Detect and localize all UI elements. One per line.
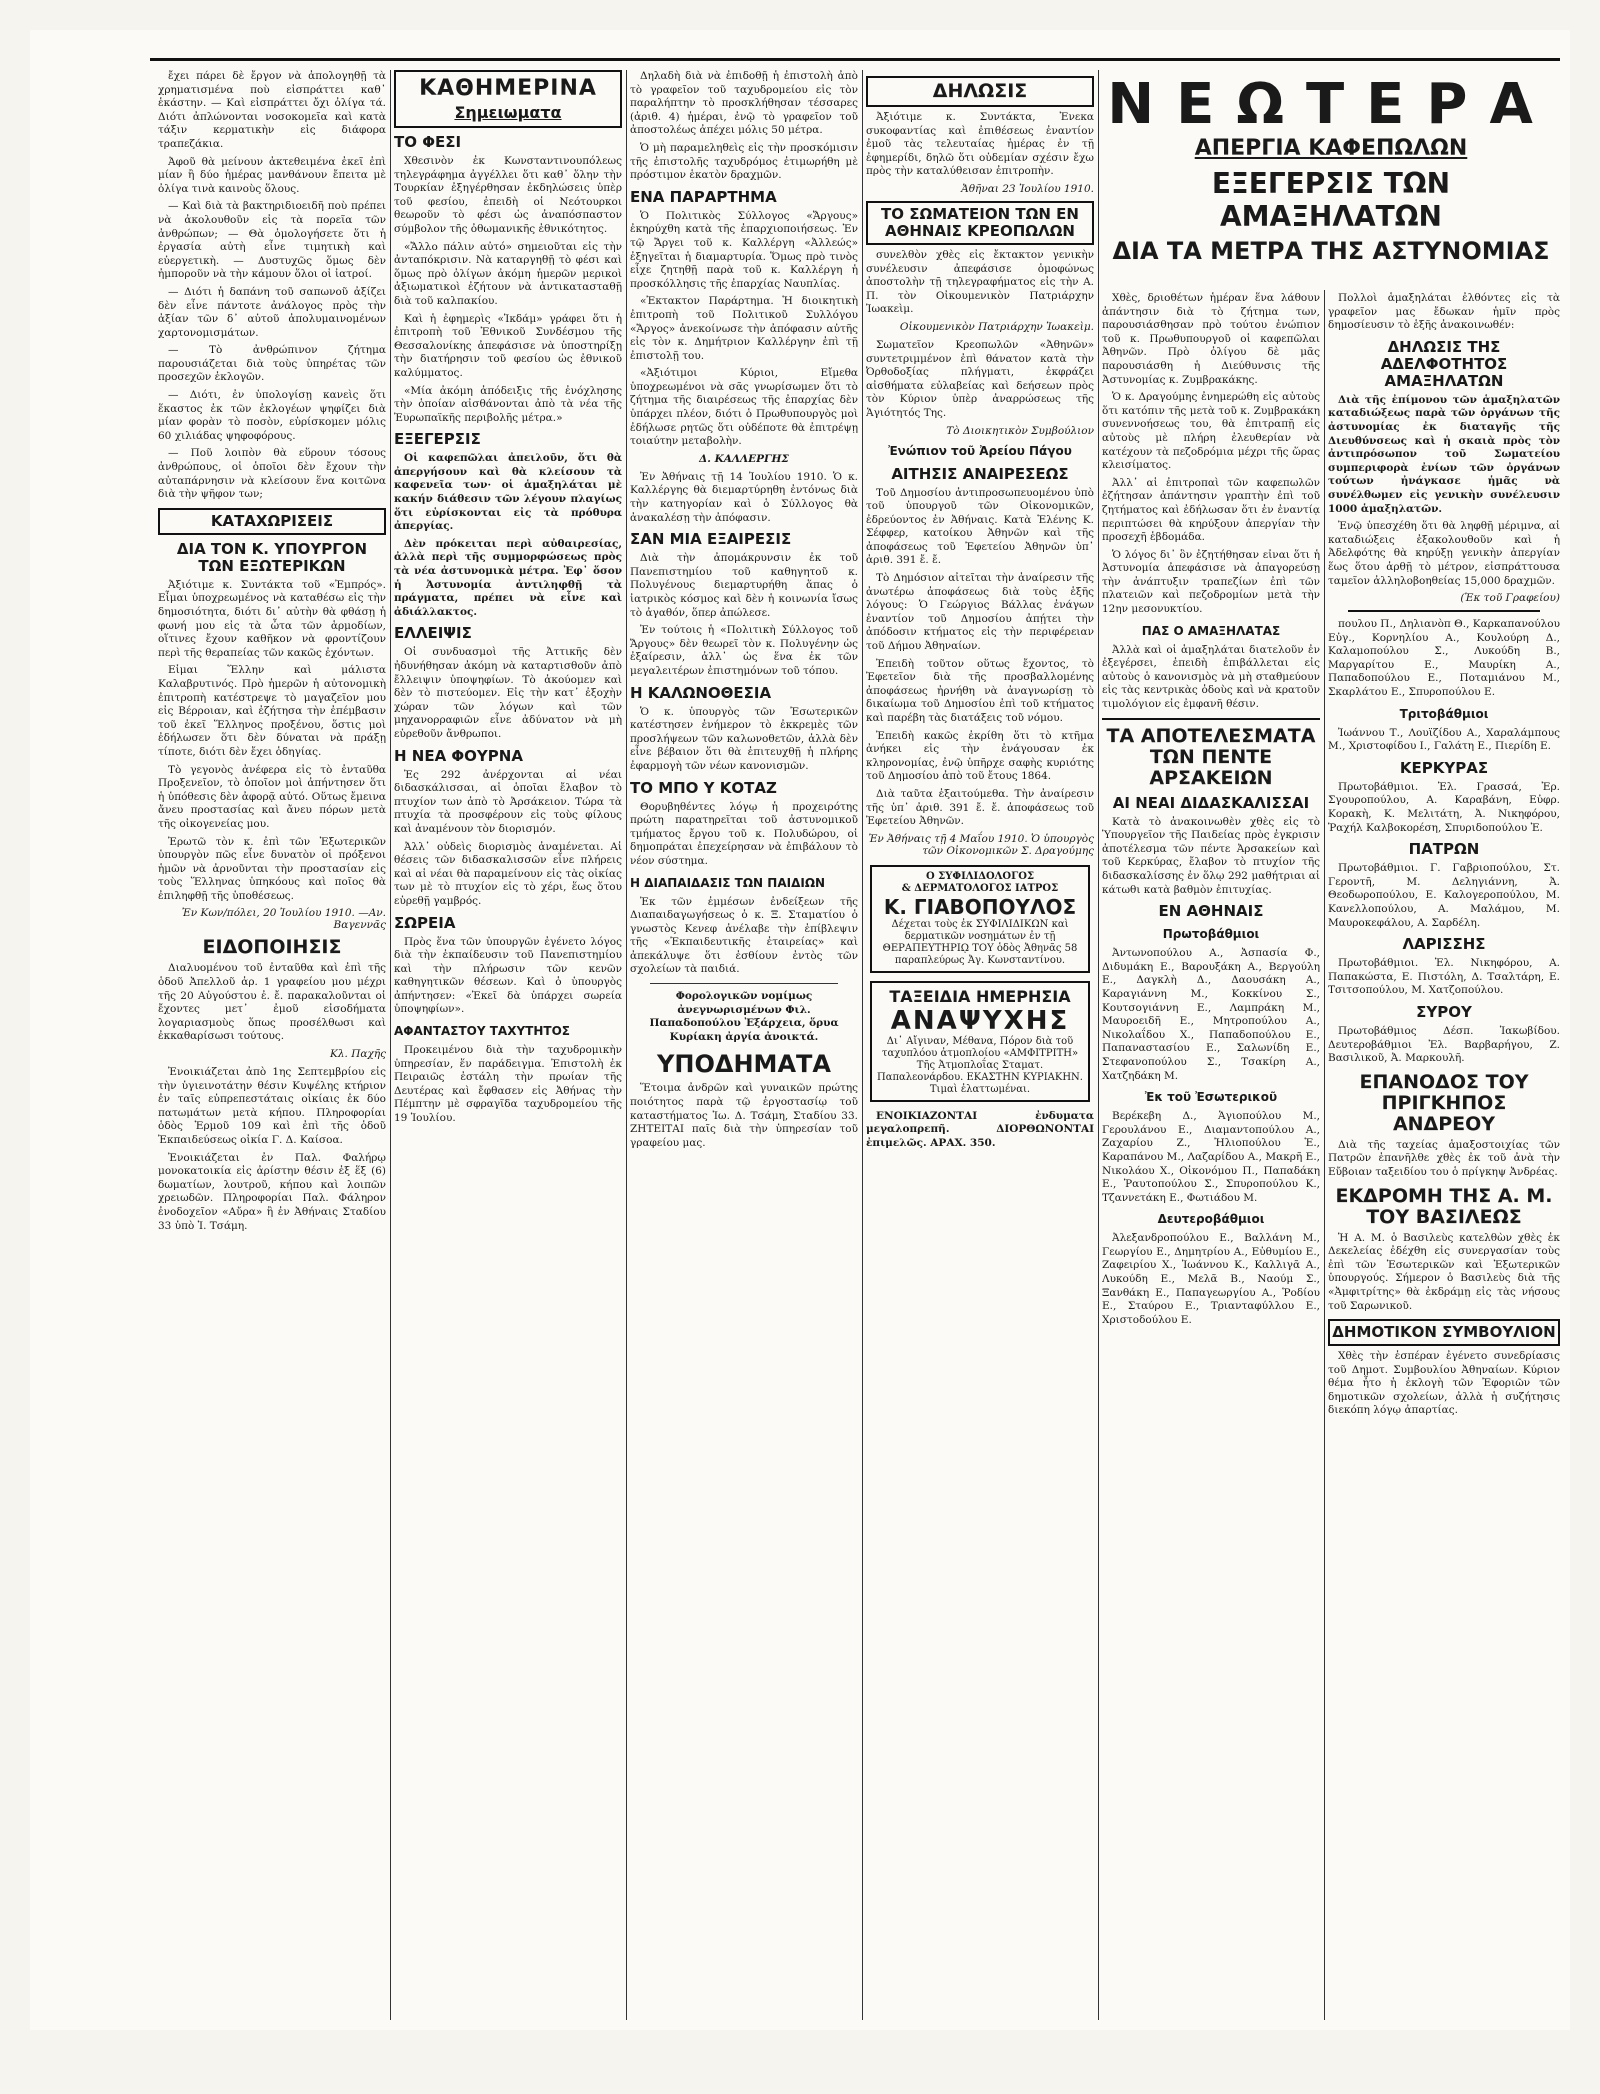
simeiomata-title: Σημειωματα: [454, 103, 562, 122]
column-rule: [390, 70, 391, 2020]
paragraph: — Ποῦ λοιπὸν θὰ εὕρουν τόσους ἀνθρώπους, οἱ ὁποῖοι δὲν ἔχουν τὴν αὐταπάρνησιν νὰ κλείσουν ἕνα κοιτῶνα διὰ τὴν ψῆφον των;: [158, 447, 386, 501]
advert-text: Δι᾽ Αἴγιναν, Μέθανα, Πόρον διὰ τοῦ ταχυπλόου ἀτμοπλοίου «ΑΜΦΙΤΡΙΤΗ» Τῆς Ἀτμοπλοΐας Σταματ. Παπαλεονάρδου. ΕΚΑΣΤΗΝ ΚΥΡΙΑΚΗΝ. Τιμαὶ ἐλαττωμέναι.: [876, 1035, 1083, 1095]
paragraph: Ἐν Ἀθήναις τῇ 14 Ἰουλίου 1910. Ὁ κ. Καλλέργης θὰ διεμαρτύρηθη ἐντόνως διὰ τὴν κατηγορίαν καὶ ὁ Σύλλογος θὰ ἀνακαλέσῃ τὴν ἀπόφασιν.: [630, 470, 858, 524]
column-rule: [626, 70, 627, 2020]
paragraph: Τοῦ Δημοσίου ἀντιπροσωπευομένου ὑπὸ τοῦ ὑπουργοῦ τῶν Οἰκονομικῶν, ἐδρεύοντος ἐν Ἀθήναις. Κατὰ Ἑλένης Κ. Σέφφερ, κατοίκου Ἀθηνῶν καὶ τῆς ἀποφάσεως τοῦ Ἐφετείου Ἀθηνῶν ὑπ᾽ ἀριθ. 391 ἔ. ἔ.: [866, 486, 1094, 567]
advert-line: Ο ΣΥΦΙΛΙΔΟΛΟΓΟΣ: [925, 870, 1035, 882]
paragraph: Ἐνοικιάζεται ἀπὸ 1ης Σεπτεμβρίου εἰς τὴν ὑγιεινοτάτην θέσιν Κυψέλης κτήριον ἐν ταῖς εὐπρεπεστάταις οἰκίαις ἐκ δύο πατωμάτων μετὰ κήπου. Πληροφορίαι ὁδὸς Ἑρμοῦ 109 καὶ ἐπὶ τῆς ὁδοῦ Ἐκπαιδεύσεως οἰκία Γ. Δ. Καίσοα.: [158, 1066, 386, 1146]
paragraph: Πρωτοβάθμιοι. Ἐλ. Γρασσά, Ἐρ. Σγουροπούλου, Α. Καραβάνη, Εὐφρ. Κορακὴ, Κ. Μελιτάτη, Ἀ. Νικηφόρου, Ῥαχήλ Καλβοκορέση, Σπυριδοπούλου Ἐ.: [1328, 780, 1560, 834]
signature: Οἰκουμενικὸν Πατριάρχην Ἰωακεὶμ.: [899, 320, 1094, 333]
signature: Ἀθῆναι 23 Ἰουλίου 1910.: [961, 182, 1094, 195]
heading-athinais: ΕΝ ΑΘΗΝΑΙΣ: [1158, 902, 1264, 921]
paragraph: Διὰ ταῦτα ἐξαιτούμεθα. Τὴν ἀναίρεσιν τῆς ὑπ᾽ ἀριθ. 391 ἔ. ἔ. ἀποφάσεως τοῦ Ἐφετείου Ἀθηνῶν.: [866, 787, 1094, 828]
heading-tritovathmioi: Τριτοβάθμιοι: [1399, 706, 1489, 721]
heading-dimotikon: ΔΗΜΟΤΙΚΟΝ ΣΥΜΒΟΥΛΙΟΝ: [1328, 1319, 1560, 1346]
heading-afantastou: ΑΦΑΝΤΑΣΤΟΥ ΤΑΧΥΤΗΤΟΣ: [394, 1024, 570, 1039]
paragraph: Χθὲς, δριοθέτων ἡμέραν ἕνα λάθουν ἀπάντησιν διὰ τὸ ζήτημα των, παρουσιάσθησαν πρὸ τούτου ἐνώπιον τοῦ κ. Πρωθυπουργοῦ οἱ καφεπῶλαι Ἀθηνῶν. Πρὸ ὀλίγου δὲ μᾶς παρουσιάσθη ἡ Διεύθυνσις τῆς Ἀστυνομίας κ. Ζυμβρακάκης.: [1102, 292, 1320, 386]
paragraph: Ἐνῷ ὑπεσχέθη ὅτι θὰ ληφθῇ μέριμνα, αἱ καταδιώξεις ἐξακολουθοῦν καὶ ἡ Ἀδελφότης θὰ κηρύξῃ γενικὴν ἀπεργίαν ἕως ὅτου ἀρθῇ τὸ μέτρον, εἰσπράττουσα ταμεῖον ἀλληλοβοηθείας 15,000 δραχμῶν.: [1328, 520, 1560, 587]
advert-text: Δέχεται τοὺς ἐκ ΣΥΦΙΛΙΔΙΚΩΝ καὶ δερματικῶν νοσημάτων ἐν τῇ ΘΕΡΑΠΕΥΤΗΡΙῼ ΤΟΥ ὁδὸς Ἀθηνᾶς 58 παραπλεύρως Ἀγ. Κωνσταντίνου.: [882, 918, 1078, 966]
heading-kalonothesia: Η ΚΑΛΩΝΟΘΕΣΙΑ: [630, 683, 772, 702]
signature: Ἐν Ἀθήναις τῇ 4 Μαΐου 1910. Ὁ ὑπουργὸς τῶν Οἰκονομικῶν Σ. Δραγούμης: [868, 832, 1094, 857]
heading-mpoykotaz: ΤΟ ΜΠΟ Υ ΚΟΤΑΖ: [630, 778, 777, 797]
paragraph: Δὲν πρόκειται περὶ αὐθαιρεσίας, ἀλλὰ περὶ τῆς συμμορφώσεως πρὸς τὰ νέα ἀστυνομικὰ μέτρα. Ἐφ᾽ ὅσον ἡ Ἀστυνομία ἀντιληφθῇ τὰ πράγματα, πρέπει νὰ εἶνε καὶ ἀδιάλλακτος.: [394, 537, 622, 618]
newspaper-page: [30, 30, 1570, 2030]
strike-headline: [1102, 136, 1560, 265]
paragraph: Οἱ καφεπῶλαι ἀπειλοῦν, ὅτι θὰ ἀπεργήσουν καὶ θὰ κλείσουν τὰ καφενεῖα των· οἱ ἁμαξηλάται μὲ κακήν διάθεσιν τῶν λέγουν πλαγίως ὅτι εὑρίσκονται εἰς τὰ πρόθυρα ἀπεργίας.: [394, 452, 622, 533]
paragraph: Ἀλλ᾽ οὐδεὶς διορισμὸς ἀναμένεται. Αἱ θέσεις τῶν διδασκαλισσῶν εἶνε πλήρεις καὶ αἱ νέαι θὰ παραμείνουν εἰς τὰς οἰκίας των μὲ τὸ πτυχίον εἰς τὸ χέρι, ἕως ὅτου εὑρεθῇ γαμβρός.: [394, 840, 622, 907]
column-4: [866, 70, 1094, 2020]
heading-exairesis: ΣΑΝ ΜΙΑ ΕΞΑΙΡΕΣΙΣ: [630, 530, 792, 549]
paragraph: Τὸ Δημόσιον αἰτεῖται τὴν ἀναίρεσιν τῆς ἀνωτέρω ἀποφάσεως διὰ τοὺς ἑξῆς λόγους: Ὁ Γεώργιος Βάλλας ἐνάγων ἐναντίον τοῦ Δημοσίου ἀπῄτει τὴν ἀπόδοσιν κτήματος εἰς τὴν περιφέρειαν τοῦ Δήμου Ἀθηναίων.: [866, 572, 1094, 653]
paragraph: Ἡ Α. Μ. ὁ Βασιλεὺς κατελθὼν χθὲς ἐκ Δεκελείας ἐδέχθη εἰς συνεργασίαν τοὺς ἐπὶ τῶν Ἐσωτερικῶν καὶ Ἐξωτερικῶν ὑπουργούς. Σήμερον ὁ Βασιλεὺς διὰ τῆς «Ἀμφιτρίτης» θὰ ἐκδράμῃ εἰς τὰς νήσους τοῦ Σαρωνικοῦ.: [1328, 1231, 1560, 1312]
paragraph: Ἐπειδὴ κακῶς ἐκρίθη ὅτι τὸ κτῆμα ἀνήκει εἰς τὴν ἐνάγουσαν ἐκ κληρονομίας, ἐνῷ ὑπῆρχε σαφὴς κυριότης τοῦ Δημοσίου ἀπὸ τοῦ ἔτους 1864.: [866, 729, 1094, 783]
kathimerina-box: [394, 70, 622, 128]
paragraph: «Ἀξιότιμοι Κύριοι, Εἴμεθα ὑποχρεωμένοι νὰ σᾶς γνωρίσωμεν ὅτι τὸ ζήτημα τῆς διαιρέσεως τῆς ἐπαρχίας δὲν ὑπάρχει πλέον, διότι ὁ Πρωθυπουργὸς μοὶ ἐδήλωσε ρητῶς ὅτι οὐδέποτε θὰ ἐπιτρέψῃ τοιαύτην μεταβολὴν.: [630, 367, 858, 448]
paragraph: Ἐρωτῶ τὸν κ. ἐπὶ τῶν Ἐξωτερικῶν ὑπουργὸν πῶς εἶνε δυνατὸν οἱ πρόξενοι ἡμῶν νὰ ἀρνοῦνται τὴν προστασίαν εἰς τοὺς Ἕλληνας ὑπηκόους καὶ ποῖος θὰ ἐπιληφθῇ τῆς ὑποθέσεως.: [158, 835, 386, 902]
top-rule: [150, 58, 1560, 61]
paragraph: Ἀλλὰ καὶ οἱ ἁμαξηλάται διατελοῦν ἐν ἐξεγέρσει, ἐπειδὴ ἐπιβάλλεται εἰς αὐτοὺς ὁ κανονισμὸς νὰ μὴ σταθμεύουν εἰς τὰς κεντρικὰς ὁδοὺς καὶ νὰ κρατοῦν τιμολόγιον εἰς ἐμφανῆ θέσιν.: [1102, 643, 1320, 711]
heading-deuterovathmioi: Δευτεροβάθμιοι: [1157, 1212, 1265, 1227]
column-rule: [862, 70, 863, 2020]
paragraph: Ἐνοικιάζεται ἐν Παλ. Φαλήρῳ μονοκατοικία εἰς ἀρίστην θέσιν ἐξ ἕξ (6) δωματίων, λουτροῦ, κήπου καὶ λοιπῶν χρειωδῶν. Πληροφορίαι Παλ. Φάληρον ἐνοδοχεῖον «Αὔρα» ἢ ἐν Ἀθήναις Σταδίου 33 ὑπὸ Ἰ. Τσάμη.: [158, 1151, 386, 1232]
paragraph: Πρωτοβάθμιος Δέσπ. Ἰακωβίδου. Δευτεροβάθμιοι Ἐλ. Βαρβαρήγου, Ζ. Βασιλικοῦ, Ἀ. Μαρκουλῆ.: [1328, 1024, 1560, 1065]
kathimerina-title: ΚΑΘΗΜΕΡΙΝΑ: [419, 76, 597, 101]
paragraph: Προκειμένου διὰ τὴν ταχυδρομικὴν ὑπηρεσίαν, ἕν παράδειγμα. Ἐπιστολὴ ἐκ Πειραιῶς ἐστάλη τὴν πρωίαν τῆς Δευτέρας καὶ ἔφθασεν εἰς Ἀθήνας τὴν Πέμπτην μὲ σφραγῖδα ταχυδρομείου τῆς 19 Ἰουλίου.: [394, 1044, 622, 1125]
advert-name: Κ. ΓΙΑΒΟΠΟΥΛΟΣ: [883, 894, 1077, 919]
paragraph: πουλου Π., Δηλιανὸπ Θ., Καρκαπανούλου Εὐγ., Κορνηλίου Α., Κουλούρη Δ., Καλαμοπούλου Σ., Λυκούδη Β., Μαργαρίτου Ε., Μαυρίκη Α., Παπαδοπούλου Ε., Ποταμιάνου Μ., Σκαρλάτου Ε., Σπυροπούλου Ε.: [1328, 618, 1560, 699]
divider: [1348, 610, 1540, 612]
advert-syfilidologos: [870, 865, 1090, 973]
signature: Τὸ Διοικητικὸν Συμβούλιον: [946, 424, 1094, 437]
heading-ellipsis: ΕΛΛΕΙΨΙΣ: [394, 624, 472, 643]
paragraph: — Διότι ἡ δαπάνη τοῦ σαπωνοῦ ἀξίζει δὲν εἶνε πάντοτε ἀνάλογος πρὸς τὴν ἀξίαν τῶν δ᾽ αὐτοῦ ἀπολυμαινομένων χαρτονομισμάτων.: [158, 285, 386, 339]
heading-aitisis: ΑΙΤΗΣΙΣ ΑΝΑΙΡΕΣΕΩΣ: [891, 464, 1069, 483]
heading-esoterikou: Ἐκ τοῦ Ἐσωτερικοῦ: [1144, 1090, 1278, 1105]
heading-kerkyras: ΚΕΡΚΥΡΑΣ: [1399, 758, 1489, 777]
heading-dia-ton-ypourgon: ΔΙΑ ΤΟΝ Κ. ΥΠΟΥΡΓΟΝ ΤΩΝ ΕΞΩΤΕΡΙΚΩΝ: [176, 539, 368, 575]
paragraph: — Καὶ διὰ τὰ βακτηριδιοειδῆ ποὺ πρέπει νὰ ἀκολουθοῦν εἰς τὰ πορεῖα τῶν ἀνθρώπων; — Θὰ ὁμολογήσετε ὅτι ἡ ἐργασία αὐτὴ εἶνε τιμητικὴ καὶ εὐεργετικὴ. — Δυστυχῶς ὅμως δὲν ἠμποροῦν νὰ τὴν κάμουν ὅλοι οἱ ἰατροί.: [158, 200, 386, 281]
heading-diapaidasis: Η ΔΙΑΠΑΙΔΑΣΙΣ ΤΩΝ ΠΑΙΔΙΩΝ: [630, 875, 826, 890]
paragraph: Οἱ συνδυασμοὶ τῆς Ἀττικῆς δὲν ἠδυνήθησαν ἀκόμη νὰ καταρτισθοῦν ἀπὸ ἔλλειψιν ὑποψηφίων. Τὸ ἀκούομεν καὶ δὲν τὸ πιστεύομεν. Εἰς τὴν κατ᾽ ἐξοχὴν χώραν τῶν λόγων καὶ τῶν μηχανορραφιῶν εἶνε ἀδύνατον νὰ μὴ εὑρεθοῦν ἄνθρωποι.: [394, 646, 622, 740]
signature: Δ. ΚΑΛΛΕΡΓΗΣ: [699, 452, 789, 465]
paragraph: Ἀφοῦ θὰ μείνουν ἀκτεθειμένα ἐκεῖ ἐπὶ μίαν ἢ δύο ἡμέρας μανθάνουν ἔπειτα μὲ ὀλίγα τινὰ καινοὺς ὅλους.: [158, 155, 386, 195]
paragraph: Ἀλλ᾽ αἱ ἐπιτροπαὶ τῶν καφεπωλῶν ἐζήτησαν ἀπάντησιν γραπτὴν ἐπὶ τοῦ ζητήματος καὶ ἐδήλωσαν ὅτι ἐν ἐναντίᾳ περιπτώσει θὰ κηρύξουν ἀπεργίαν τὴν προσεχῆ ἑβδομάδα.: [1102, 476, 1320, 544]
paragraph: Ἀξιότιμε κ. Συντάκτα τοῦ «Ἐμπρός». Εἶμαι ὑποχρεωμένος νὰ καταθέσω εἰς τὴν δημοσιότητα, διότι δι᾽ αὐτὴν θὰ φθάσῃ ἡ φωνή μου εἰς τὰ ὦτα τῶν ἁρμοδίων, οἵτινες ἔχουν καθῆκον νὰ φροντίζουν περὶ τῆς θεραπείας τῶν κακῶς ἐχόντων.: [158, 578, 386, 659]
heading-neai: ΑΙ ΝΕΑΙ ΔΙΔΑΣΚΑΛΙΣΣΑΙ: [1112, 793, 1310, 812]
paragraph: Χθεσινὸν ἐκ Κωνσταντινουπόλεως τηλεγράφημα ἀγγέλλει ὅτι καθ᾽ ὅλην τὴν Τουρκίαν ἐξηγέρθησαν ἐκδηλώσεις ὑπὲρ τοῦ φεσίου, ἐπειδὴ οἱ Νεότουρκοι θεωροῦν τὸ φέσι ὡς ἀναπόσπαστον σύμβολον τῆς ὀθωμανικῆς ἐθνικότητος.: [394, 155, 622, 235]
paragraph: Ὁ κ. ὑπουργὸς τῶν Ἐσωτερικῶν κατέστησεν ἐνήμερον τὸ ἐκκρεμὲς τῶν προσλήψεων τῶν καλωνοθετῶν, ἀλλὰ δὲν εἶνε βέβαιον ὅτι θὰ ἐπιτευχθῇ ἡ πλήρης ἐφαρμογὴ τῶν νέων κανονισμῶν.: [630, 705, 858, 772]
heading-exegersis: ΕΞΕΓΕΡΣΙΣ: [394, 430, 481, 449]
column-2: [394, 70, 622, 2020]
paragraph: Ὁ κ. Δραγούμης ἐνημερώθη εἰς αὐτοὺς ὅτι κατόπιν τῆς μετὰ τοῦ κ. Ζυμβρακάκη συνεννοήσεως του, θὰ ἐπιτραπῇ εἰς αὐτοὺς μὲ πλήρη ἐλευθερίαν νὰ κατέχουν τὰ πεζοδρόμια μέχρι τῆς ὥρας κλεισίματος.: [1102, 391, 1320, 472]
paragraph: Διὰ τὴν ἀπομάκρυνσιν ἐκ τοῦ Πανεπιστημίου τοῦ καθηγητοῦ κ. Πολυγένους διεμαρτυρήθη ἅπας ὁ ἰατρικὸς κόσμος καὶ δὲν ἡ κοινωνία ἴσως τὸ ἀγαθόν, ὅπερ ἀπώλεσε.: [630, 552, 858, 619]
heading-protovathmioi: Πρωτοβάθμιοι: [1162, 927, 1260, 942]
paragraph: Ἀξιότιμε κ. Συντάκτα, Ἐνεκα συκοφαντίας καὶ ἐπιθέσεως ἐναντίον ἐμοῦ τὰς τελευταίας ἡμέρας ἐν τῇ ἐφημερίδι, δηλῶ ὅτι οὐδεμίαν σχέσιν ἔχω πρὸς τὴν καταλύθεισαν ἐπιτροπὴν.: [866, 111, 1094, 178]
exegersis-title: ΕΞΕΓΕΡΣΙΣ ΤΩΝ ΑΜΑΞΗΛΑΤΩΝ: [1211, 167, 1451, 233]
paragraph: Χθὲς τὴν ἑσπέραν ἐγένετο συνεδρίασις τοῦ Δημοτ. Συμβουλίου Ἀθηναίων. Κύριον θέμα ἦτο ἡ ἐκλογὴ τῶν Ἐφοριῶν τῶν δημοτικῶν σχολείων, ἀλλὰ ἡ συζήτησις διεκόπη λόγῳ ἀπαρτίας.: [1328, 1350, 1560, 1417]
heading-ekdromi: ΕΚΔΡΟΜΗ ΤΗΣ Α. Μ. ΤΟΥ ΒΑΣΙΛΕΩΣ: [1335, 1184, 1553, 1228]
column-1: [158, 70, 386, 2020]
heading-eidopoiiseis: ΕΙΔΟΠΟΙΗΣΙΣ: [202, 936, 342, 959]
column-rule: [1098, 70, 1099, 2020]
paragraph: Διὰ τῆς ταχείας ἁμαξοστοιχίας τῶν Πατρῶν ἐπανῆλθε χθὲς ἐκ τοῦ ἀνὰ τὴν Εὔβοιαν ταξειδίου του ὁ πρίγκηψ Ἀνδρέας.: [1328, 1138, 1560, 1178]
paragraph: Πολλοὶ ἁμαξηλάται ἐλθόντες εἰς τὰ γραφεῖον μας ἔδωκαν ἡμῖν πρὸς δημοσίευσιν τὸ ἑξῆς ἀνακοινωθέν:: [1328, 292, 1560, 332]
paragraph: «Μία ἀκόμη ἀπόδειξις τῆς ἐνόχλησης τὴν ὁποίαν αἰσθάνονται ἀπὸ τὰ νέα τῆς Ἐυρωπαϊκῆς περιβολῆς μέτρα.»: [394, 384, 622, 424]
paragraph: — Τὸ ἀνθρώπινον ζήτημα παρουσιάζεται διὰ τοὺς ὑπηρέτας τῶν προσεχῶν ἐκλογῶν.: [158, 344, 386, 384]
divider: [650, 983, 838, 984]
column-5: [1102, 292, 1320, 2020]
heading-epanodos: ΕΠΑΝΟΔΟΣ ΤΟΥ ΠΡΙΓΚΗΠΟΣ ΑΝΔΡΕΟΥ: [1359, 1070, 1529, 1135]
paragraph: ἔχει πάρει δὲ ἔργον νὰ ἀπολογηθῇ τὰ χρηματισμένα ποὺ εἰσπράττει καθ᾽ ἑκάστην. — Καὶ εἰσπράττει ὄχι ὀλίγα τά. Διότι ἀπλώνονται νοσοκομεῖα καὶ κατὰ τάξιν κερματικὴν εἰς διάφορα τραπεζάκια.: [158, 70, 386, 150]
paragraph: Διαλυομένου τοῦ ἐνταῦθα καὶ ἐπὶ τῆς ὁδοῦ Ἀπελλοῦ ἀρ. 1 γραφείου μου μέχρι τῆς 20 Αὐγούστου ἐ. ἔ. παρακαλοῦνται οἱ ἔχοντες μετ᾽ ἐμοῦ εἰσοδήματα λογαριασμοὺς ὅπως προσέλθωσι καὶ ἐκκαθαρίσωσι τούτους.: [158, 962, 386, 1043]
paragraph: συνελθὸν χθὲς εἰς ἔκτακτον γενικὴν συνέλευσιν ἀπεφάσισε ὁμοφώνως ἀποστολὴν τῇ τηλεγραφήματος εἰς τὴν Α. Π. τὸν Οἰκουμενικὸν Πατριάρχην Ἰωακεὶμ.: [866, 248, 1094, 316]
paragraph: Ἐς 292 ἀνέρχονται αἱ νέαι διδασκάλισσαι, αἱ ὁποῖαι ἔλαβον τὸ πτυχίον των ἀπὸ τὸ Ἀρσάκειον. Τώρα τὰ πτυχία τὰ προσφέρουν εἰς τοὺς φίλους καὶ ἀναμένουν τὸν διορισμόν.: [394, 768, 622, 835]
heading-dilosis-adelfotitos: ΔΗΛΩΣΙΣ ΤΗΣ ΑΔΕΛΦΟΤΗΤΟΣ ΑΜΑΞΗΛΑΤΩΝ: [1380, 337, 1508, 390]
heading-parartima: ΕΝΑ ΠΑΡΑΡΤΗΜΑ: [630, 187, 777, 206]
paragraph: Ἰωάννου Τ., Λουϊζίδου Α., Χαραλάμπους Μ., Χριστοφίδου Ι., Γαλάτη Ε., Πιερίδη Ε.: [1328, 726, 1560, 753]
paragraph: Ἐν τούτοις ἡ «Πολιτικὴ Σύλλογος τοῦ Ἄργους» δὲν θεωρεῖ τὸν κ. Πολυγένην ὡς ἐξαίρεσιν, ἀλλ᾽ ὡς ἕνα ἐκ τῶν μεγαλειτέρων ἐπιστημόνων τοῦ τόπου.: [630, 624, 858, 677]
paragraph: «Ἐκτακτον Παράρτημα. Ἡ διοικητικὴ ἐπιτροπὴ τοῦ Πολιτικοῦ Συλλόγου «Ἄργος» ἀνεκοίνωσε τὴν ἀπόφασιν αὐτῆς εἰς τὸν κ. Δημήτριον Καλλέργην ἐπὶ τῇ ἐπιστολῇ του.: [630, 295, 858, 362]
heading-apotelesmata: ΤΑ ΑΠΟΤΕΛΕΣΜΑΤΑ ΤΩΝ ΠΕΝΤΕ ΑΡΣΑΚΕΙΩΝ: [1102, 718, 1320, 789]
neotera-title: ΝΕΩΤΕΡΑ: [1107, 72, 1555, 137]
paragraph: Τὸ γεγονὸς ἀνέφερα εἰς τὸ ἐνταῦθα Προξενεῖον, τὸ ὁποῖον μοὶ ἀπήντησεν ὅτι ἡ ὑπόθεσις δὲν ἀφορᾷ αὐτό. Οὕτως ἔμεινα ἄνευ προστασίας καὶ ἄνευ πόρων μετὰ τῆς οἰκογενείας μου.: [158, 763, 386, 830]
heading-areiou-pagou: Ἐνώπιον τοῦ Ἀρείου Πάγου: [888, 443, 1072, 458]
apergia-title: ΑΠΕΡΓΙΑ ΚΑΦΕΠΩΛΩΝ: [1194, 136, 1468, 161]
signature: Κλ. Παχῆς: [330, 1048, 386, 1061]
heading-amaxilatas: ΠΑΣ Ο ΑΜΑΞΗΛΑΤΑΣ: [1141, 623, 1281, 638]
signature: Ἐν Κων/πόλει, 20 Ἰουλίου 1910. —Αν. Βαγεννᾶς: [181, 907, 386, 932]
paragraph: Κατὰ τὸ ἀνακοινωθὲν χθὲς εἰς τὸ Ὑπουργεῖον τῆς Παιδείας πρὸς ἐγκρισιν ἀποτέλεσμα τῶν πέντε Ἀρσακείων καὶ τοῦ Κερκύρας, ἔλαβον τὸ πτυχίον τῆς διδασκαλίσσης ἐν ὅλῳ 292 μαθήτριαι αἱ κάτωθι κατὰ βαθμὸν ἐπιτυχίας.: [1102, 815, 1320, 896]
metra-title: ΔΙΑ ΤΑ ΜΕΤΡΑ ΤΗΣ ΑΣΤΥΝΟΜΙΑΣ: [1112, 237, 1550, 265]
heading-somateion: ΤΟ ΣΩΜΑΤΕΙΟΝ ΤΩΝ ΕΝ ΑΘΗΝΑΙΣ ΚΡΕΟΠΩΛΩΝ: [866, 201, 1094, 245]
advert-text: Φορολογικῶν νομίμως ἀνεγνωρισμένων Φιλ. Παπαδοπούλου Ἐξάρχεια, ὅρυα Κυρίακη ἀργία ἀνοικτά.: [649, 990, 839, 1043]
paragraph: Εἶμαι Ἕλλην καὶ μάλιστα Καλαβρυτινός. Πρὸ ἡμερῶν ἡ αὐτονομικὴ ἐπιτροπὴ κατέστρεψε τὸ μαγαζεῖον μου εἰς Βέρροιαν, καὶ ἐζήτησα τὴν ἐπέμβασιν τοῦ ἐκεῖ Ἕλληνος προξένου, ὅστις μοὶ ἐδήλωσεν ὅτι δὲν δύναται νὰ πράξῃ τίποτε, διότι δὲν ἔχει ὁδηγίας.: [158, 664, 386, 758]
heading-kataxoriseis: ΚΑΤΑΧΩΡΙΣΕΙΣ: [158, 508, 386, 535]
advert-anapsyxis: [870, 981, 1090, 1102]
neotera-header: [1102, 74, 1560, 265]
paragraph: Καὶ ἡ ἐφημερὶς «Ἰκδάμ» γράφει ὅτι ἡ ἐπιτροπὴ τοῦ Ἐθνικοῦ Συνδέσμου τῆς Θεσσαλονίκης ἀπεφάσισε νὰ ὑποστηρίξῃ τὴν διατήρησιν τοῦ φεσίου ὡς ἐθνικοῦ καλύμματος.: [394, 312, 622, 379]
paragraph: Πρωτοβάθμιοι. Ἑλ. Νικηφόρου, Α. Παπακώστα, Ε. Πιστόλη, Δ. Τσαλτάρη, Ε. Τσιτσοπούλου, Μ. Χατζοπούλου.: [1328, 957, 1560, 997]
paragraph: Ἐπειδὴ τοῦτον οὕτως ἔχοντος, τὸ Ἐφετεῖον διὰ τῆς προσβαλλομένης ἀποφάσεως ἠρνήθη νὰ ἀναγνωρίσῃ τὸ δικαίωμα τοῦ Δημοσίου ἐπὶ τοῦ κτήματος καὶ παρέβη τὰς διατάξεις τοῦ νόμου.: [866, 657, 1094, 724]
paragraph: Ὁ Πολιτικὸς Σύλλογος «Ἄργους» ἐκηρύχθη κατὰ τῆς ἐπαρχιοποιήσεως. Ἐν τῷ Ἄργει τοῦ κ. Καλλέργη «Ἀλλεώς» ἐξηγεῖται ἡ διαμαρτυρία. Ὅμως πρὸ τινὸς εἶχε ζητηθῇ παρὰ τοῦ κ. Καλλέργη ἡ προσκόλλησις τῆς ἐπαρχίας Ναυπλίας.: [630, 209, 858, 290]
paragraph: Πρωτοβάθμιοι. Γ. Γαβριοπούλου, Στ. Γεροντῆ, Μ. Δεληγιάννη, Ἀ. Θεοδωροπούλου, Ε. Καλογεροπούλου, Μ. Κανελλοπούλου, Α. Μαλάμου, Μ. Μαυροκεφάλου, Α. Σαρδέλη.: [1328, 862, 1560, 929]
column-6: [1328, 292, 1560, 2020]
signature: (Ἐκ τοῦ Γραφείου): [1460, 592, 1560, 605]
paragraph: Ἀλεξανδροπούλου Ε., Βαλλάνη Μ., Γεωργίου Ε., Δημητρίου Α., Εὐθυμίου Ε., Ζαφειρίου Χ., Ἰωάννου Κ., Καλλιγᾶ Α., Λυκούδη Ε., Μελᾶ Β., Ναούμ Σ., Ξανθάκη Ε., Παπαγεωργίου Α., Ῥοδίου Ε., Σταύρου Ε., Τριανταφύλλου Ε., Χριστοδούλου Ε.: [1102, 1232, 1320, 1326]
heading-syrou: ΣΥΡΟΥ: [1416, 1002, 1472, 1021]
paragraph: Ὁ μὴ παραμεληθεὶς εἰς τὴν προσκόμισιν τῆς ἐπιστολῆς ταχυδρόμος ἐτιμωρήθη μὲ πρόστιμον ἑκατὸν δραχμῶν.: [630, 141, 858, 182]
paragraph: Δηλαδὴ διὰ νὰ ἐπιδοθῇ ἡ ἐπιστολὴ ἀπὸ τὸ γραφεῖον τοῦ ταχυδρομείου εἰς τὸν παραλήπτην τὸ προσκλήθησαν τέσσαρες (ἀριθ. 4) ἡμέραι, ἐνῷ τὸ γραφεῖον τοῦ ἀποστολέως ἀπέχει μόλις 50 μέτρα.: [630, 70, 858, 137]
heading-fesi: ΤΟ ΦΕΣΙ: [394, 133, 462, 151]
advert-big: ΑΝΑΨΥΧΗΣ: [890, 1005, 1070, 1036]
paragraph: Σωματεῖον Κρεοπωλῶν «Ἀθηνῶν» συντετριμμένον ἐπὶ θάνατον κατὰ τὴν Ὀρθοδοξίας πλήγματι, ἐκφράζει αἰσθήματα εὐλαβείας καὶ δεήσεων πρὸς τὸν Κύριον ὑπὲρ ἀναρρώσεως τῆς Ἁγιότητός Της.: [866, 338, 1094, 419]
paragraph: Ἀντωνοπούλου Α., Ἀσπασία Φ., Διδυμάκη Ε., Βαρουξάκη Α., Βεργούλη Ε., Δαγκλὴ Δ., Δαουσάκη Α., Καραγιάννη Μ., Κοκκίνου Σ., Κουτσογιάννη Ε., Λαμπράκη Μ., Μαυροειδῆ Ε., Μητροπούλου Α., Νικολαΐδου Χ., Παπαδοπούλου Ε., Παπαναστασίου Ε., Σαλωνίδη Ε., Στεφανοπούλου Σ., Τσακίρη Α., Χατζηδάκη Μ.: [1102, 947, 1320, 1082]
advert-line: ΤΑΞΕΙΔΙΑ ΗΜΕΡΗΣΙΑ: [889, 986, 1071, 1006]
paragraph: — Διότι, ἐν ὑπολογίσῃ κανεὶς ὅτι ἕκαστος ἐκ τῶν ἐκλογέων ψηφίζει διὰ μίαν φορὰν τὸ ποσὸν, εὑρίσκομεν μόλις 60 χιλιάδας ψηφοφόρους.: [158, 389, 386, 442]
paragraph: Πρὸς ἕνα τῶν ὑπουργῶν ἐγένετο λόγος διὰ τὴν ἐκπαίδευσιν τοῦ Πανεπιστημίου καὶ τὴν πλήρωσιν τῶν κενῶν καθηγητικῶν θέσεων. Καὶ ὁ ὑπουργὸς ἀπήντησεν: «Ἐκεῖ δὰ ὑπάρχει σωρεία ὑποψηφίων».: [394, 935, 622, 1016]
paragraph: Ὁ λόγος δι᾽ ὃν ἐζητήθησαν εἶναι ὅτι ἡ Ἀστυνομία ἀπεφάσισε νὰ ἀπαγορεύσῃ τὴν ἀνάπτυξιν τραπεζίων ἐπὶ τῶν πλατειῶν καὶ πεζοδρομίων μετὰ τὴν 12ην μεσονυκτίου.: [1102, 548, 1320, 616]
paragraph: Θορυβηθέντες λόγῳ ἡ προχειρότης πρώτη παρατηρεῖται τοῦ ἀστυνομικοῦ τμήματος ἔργου τοῦ κ. Πολυδώρου, οἱ δημοπράται ἐπεχείρησαν νὰ ἐπιβάλουν τὸ νέον σύστημα.: [630, 800, 858, 867]
column-3: [630, 70, 858, 2020]
column-rule: [1324, 290, 1325, 2020]
heading-nea-fourna: Η ΝΕΑ ΦΟΥΡΝΑ: [394, 746, 523, 765]
heading-patron: ΠΑΤΡΩΝ: [1408, 840, 1480, 859]
heading-soreia: ΣΩΡΕΙΑ: [394, 913, 456, 932]
advert-ypodimata: ΥΠΟΔΗΜΑΤΑ: [657, 1050, 831, 1079]
paragraph: «Ἄλλο πάλιν αὐτό» σημειοῦται εἰς τὴν ἀνταπόκρισιν. Νὰ καταργηθῇ τὸ φέσι καὶ ὅμως πρὸ ὀλίγων ἀκόμη ἡμερῶν μερικοὶ ἀξιωματικοὶ ἐζήτουν νὰ ἀντικατασταθῇ διὰ τοῦ καλπακίου.: [394, 240, 622, 307]
heading-larisis: ΛΑΡΙΣΣΗΣ: [1402, 935, 1486, 954]
heading-dilosis: ΔΗΛΩΣΙΣ: [866, 76, 1094, 107]
paragraph: Ἕτοιμα ἀνδρῶν καὶ γυναικῶν πρώτης ποιότητος παρὰ τῷ ἐργοστασίῳ τοῦ καταστήματος Ἰω. Δ. Τσάμη, Σταδίου 33. ΖΗΤΕΙΤΑΙ παῖς διὰ τὴν ὑπηρεσίαν τοῦ γραφείου μας.: [630, 1082, 858, 1149]
advert-line: & ΔΕΡΜΑΤΟΛΟΓΟΣ ΙΑΤΡΟΣ: [901, 882, 1059, 894]
paragraph: ΕΝΟΙΚΙΑΖΟΝΤΑΙ ἐνδυματα μεγαλοπρεπῆ. ΔΙΟΡΘΩΝΟΝΤΑΙ ἐπιμελῶς. ΑΡΑΧ. 350.: [866, 1109, 1094, 1149]
paragraph: Ἐκ τῶν ἐμμέσων ἐνδείξεων τῆς Διαπαιδαγωγήσεως ὁ κ. Ξ. Σταματίου ὁ γνωστὸς Κενεφ ἀνέλαβε τὴν ἐπίβλεψιν τῆς «Ἐκπαιδευτικῆς ἐταιρείας» καὶ ἀπεκάλυψε ὅτι ἐσθίουν ἐντὸς τῶν σχολείων τὰ παιδιά.: [630, 895, 858, 976]
paragraph: Διὰ τῆς ἐπίμονου τῶν ἁμαξηλατῶν καταδιώξεως παρὰ τῶν ὀργάνων τῆς ἀστυνομίας ἐκ διαταγῆς τῆς Διευθύνσεως καὶ ἡ σκαιὰ πρὸς τὸν ἀντιπρόσωπον τοῦ Σωματείου συμπεριφορὰ ἐνίων τῶν ὀργάνων τούτων ἠνάγκασε ἡμᾶς νὰ συνέλθωμεν εἰς γενικὴν συνέλευσιν 1000 ἁμαξηλατῶν.: [1328, 393, 1560, 515]
paragraph: Βερέκεβη Δ., Ἁγιοπούλου Μ., Γερουλάνου Ε., Διαμαντοπούλου Α., Ζαχαρίου Ζ., Ἠλιοπούλου Ἑ., Καραπάνου Μ., Λαζαρίδου Α., Μακρῆ Ε., Νικολάου Χ., Οἰκονόμου Π., Παπαδάκη Ε., Ῥαυτοπούλου Σ., Σπυροπούλου Κ., Τζαννετάκη Ε., Φωτιάδου Μ.: [1102, 1110, 1320, 1204]
